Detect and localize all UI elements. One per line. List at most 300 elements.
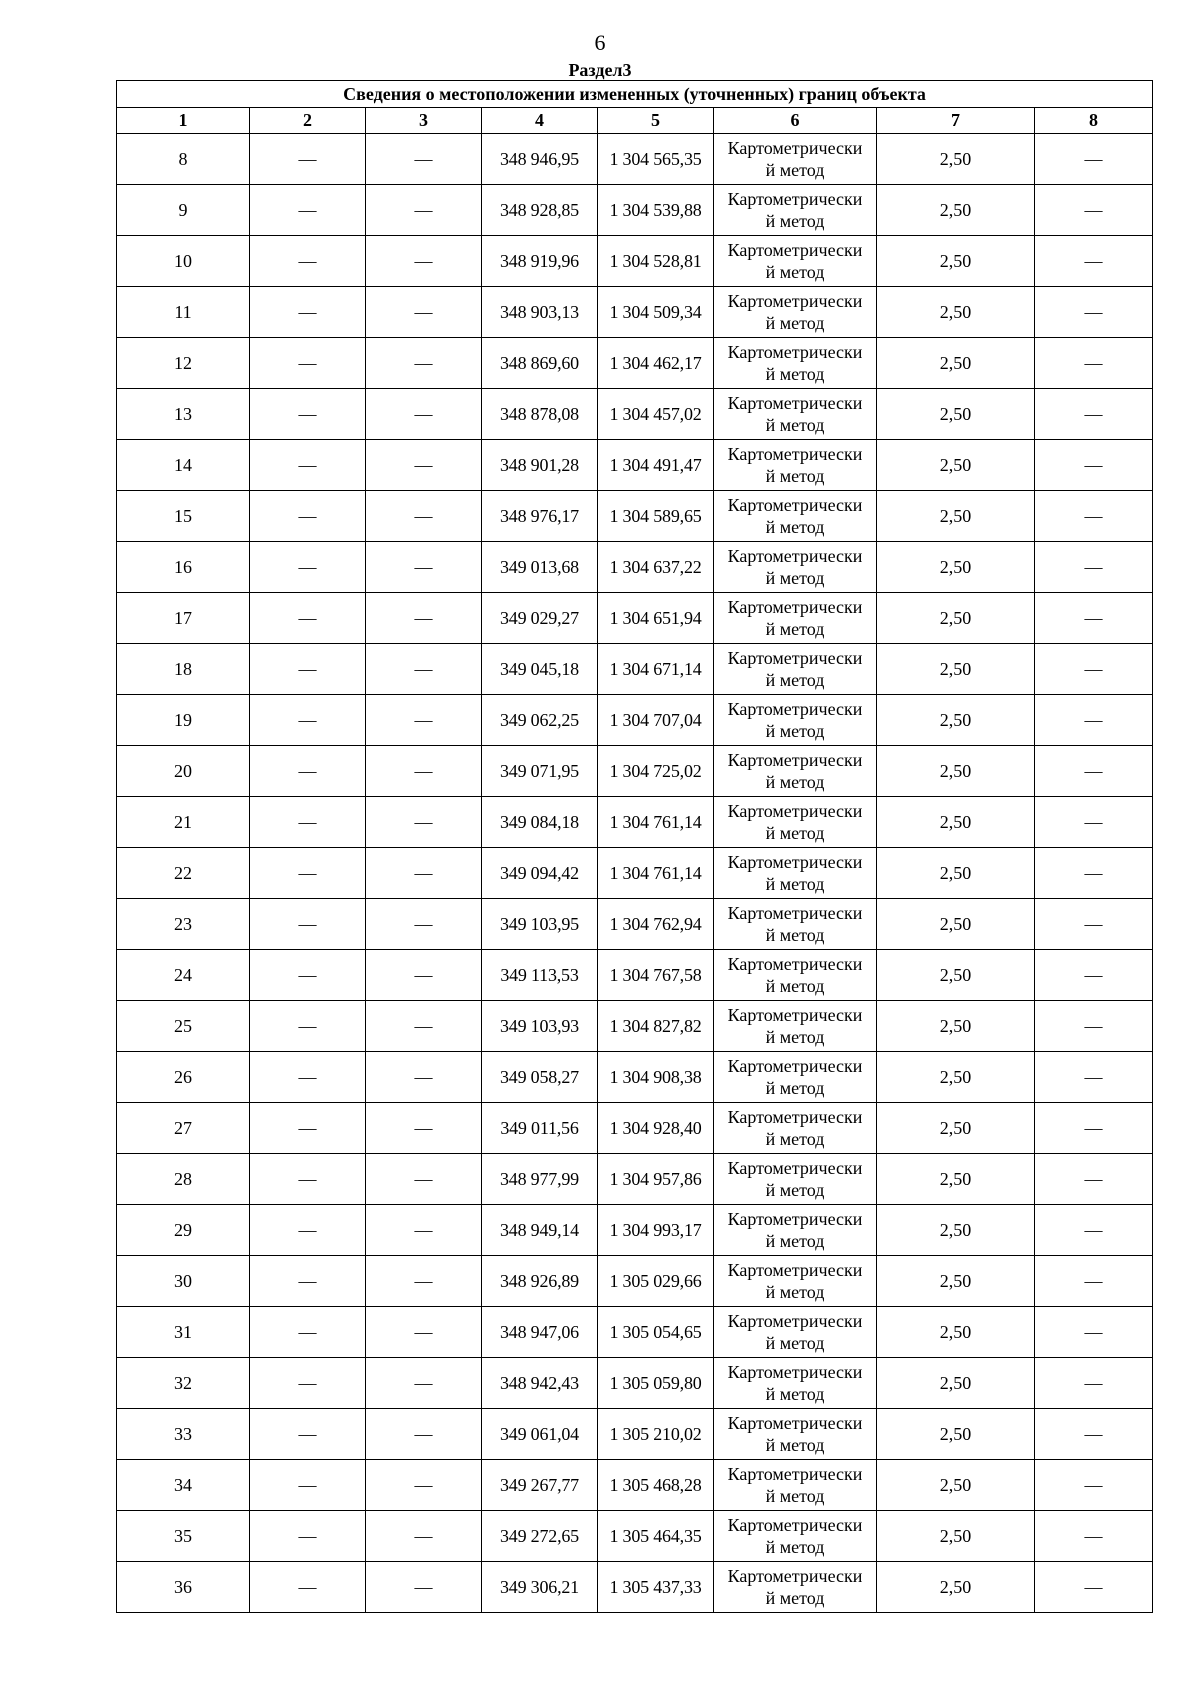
point-number-cell: 18	[117, 644, 250, 695]
y-coordinate-cell: 1 305 437,33	[598, 1562, 714, 1613]
table-row	[117, 848, 1153, 899]
method-line-1: Картометрически	[727, 240, 863, 260]
method-line-2: й метод	[765, 721, 825, 741]
dash-cell: —	[366, 1409, 482, 1460]
method-line-1: Картометрически	[727, 1107, 863, 1127]
method-line-2: й метод	[765, 1078, 825, 1098]
method-line-1: Картометрически	[727, 393, 863, 413]
accuracy-cell: 2,50	[877, 1358, 1035, 1409]
method-cell	[714, 491, 877, 542]
x-coordinate-cell: 349 113,53	[482, 950, 598, 1001]
table-row	[117, 1052, 1153, 1103]
x-coordinate-cell: 349 058,27	[482, 1052, 598, 1103]
y-coordinate-cell: 1 304 528,81	[598, 236, 714, 287]
method-line-1: Картометрически	[727, 1311, 863, 1331]
method-cell	[714, 1103, 877, 1154]
y-coordinate-cell: 1 304 589,65	[598, 491, 714, 542]
x-coordinate-cell: 349 103,93	[482, 1001, 598, 1052]
dash-cell: —	[366, 1511, 482, 1562]
dash-cell: —	[250, 1154, 366, 1205]
method-line-2: й метод	[765, 823, 825, 843]
dash-cell: —	[366, 797, 482, 848]
method-cell	[714, 1511, 877, 1562]
accuracy-cell: 2,50	[877, 1562, 1035, 1613]
x-coordinate-cell: 348 946,95	[482, 134, 598, 185]
accuracy-cell: 2,50	[877, 1205, 1035, 1256]
x-coordinate-cell: 348 949,14	[482, 1205, 598, 1256]
method-cell	[714, 389, 877, 440]
method-line-1: Картометрически	[727, 1515, 863, 1535]
method-cell	[714, 644, 877, 695]
dash-cell: —	[250, 287, 366, 338]
dash-cell: —	[366, 287, 482, 338]
dash-cell: —	[250, 1205, 366, 1256]
accuracy-cell: 2,50	[877, 1307, 1035, 1358]
y-coordinate-cell: 1 304 957,86	[598, 1154, 714, 1205]
method-line-1: Картометрически	[727, 1005, 863, 1025]
method-cell	[714, 899, 877, 950]
table-row	[117, 593, 1153, 644]
x-coordinate-cell: 349 061,04	[482, 1409, 598, 1460]
point-number-cell: 35	[117, 1511, 250, 1562]
x-coordinate-cell: 348 869,60	[482, 338, 598, 389]
y-coordinate-cell: 1 304 762,94	[598, 899, 714, 950]
y-coordinate-cell: 1 304 707,04	[598, 695, 714, 746]
method-cell	[714, 746, 877, 797]
dash-cell: —	[1035, 1460, 1153, 1511]
dash-cell: —	[1035, 287, 1153, 338]
accuracy-cell: 2,50	[877, 695, 1035, 746]
method-line-2: й метод	[765, 466, 825, 486]
dash-cell: —	[366, 1460, 482, 1511]
dash-cell: —	[250, 1358, 366, 1409]
method-cell	[714, 1307, 877, 1358]
x-coordinate-cell: 349 013,68	[482, 542, 598, 593]
point-number-cell: 24	[117, 950, 250, 1001]
x-coordinate-cell: 348 903,13	[482, 287, 598, 338]
table-row	[117, 899, 1153, 950]
dash-cell: —	[1035, 1358, 1153, 1409]
dash-cell: —	[366, 1001, 482, 1052]
table-row	[117, 1358, 1153, 1409]
dash-cell: —	[366, 338, 482, 389]
point-number-cell: 36	[117, 1562, 250, 1613]
accuracy-cell: 2,50	[877, 746, 1035, 797]
dash-cell: —	[250, 1103, 366, 1154]
dash-cell: —	[1035, 1154, 1153, 1205]
method-line-1: Картометрически	[727, 801, 863, 821]
x-coordinate-cell: 349 071,95	[482, 746, 598, 797]
y-coordinate-cell: 1 304 671,14	[598, 644, 714, 695]
method-line-1: Картометрически	[727, 1464, 863, 1484]
table-row	[117, 1205, 1153, 1256]
method-cell	[714, 1562, 877, 1613]
x-coordinate-cell: 349 094,42	[482, 848, 598, 899]
dash-cell: —	[1035, 1409, 1153, 1460]
method-line-2: й метод	[765, 1027, 825, 1047]
method-line-1: Картометрически	[727, 444, 863, 464]
table-row	[117, 1460, 1153, 1511]
accuracy-cell: 2,50	[877, 1256, 1035, 1307]
x-coordinate-cell: 349 267,77	[482, 1460, 598, 1511]
x-coordinate-cell: 348 942,43	[482, 1358, 598, 1409]
accuracy-cell: 2,50	[877, 134, 1035, 185]
point-number-cell: 28	[117, 1154, 250, 1205]
accuracy-cell: 2,50	[877, 440, 1035, 491]
table-row	[117, 440, 1153, 491]
table-row	[117, 1256, 1153, 1307]
method-line-2: й метод	[765, 568, 825, 588]
point-number-cell: 23	[117, 899, 250, 950]
point-number-cell: 29	[117, 1205, 250, 1256]
method-line-1: Картометрически	[727, 699, 863, 719]
dash-cell: —	[1035, 746, 1153, 797]
column-header: 3	[366, 108, 482, 134]
method-line-2: й метод	[765, 1129, 825, 1149]
method-line-1: Картометрически	[727, 495, 863, 515]
dash-cell: —	[366, 1307, 482, 1358]
dash-cell: —	[366, 440, 482, 491]
point-number-cell: 13	[117, 389, 250, 440]
accuracy-cell: 2,50	[877, 1154, 1035, 1205]
method-line-2: й метод	[765, 415, 825, 435]
point-number-cell: 14	[117, 440, 250, 491]
method-cell	[714, 236, 877, 287]
accuracy-cell: 2,50	[877, 1052, 1035, 1103]
table-row	[117, 389, 1153, 440]
dash-cell: —	[1035, 134, 1153, 185]
dash-cell: —	[366, 1256, 482, 1307]
point-number-cell: 16	[117, 542, 250, 593]
table-row	[117, 491, 1153, 542]
table-row	[117, 1154, 1153, 1205]
y-coordinate-cell: 1 304 565,35	[598, 134, 714, 185]
dash-cell: —	[366, 1205, 482, 1256]
y-coordinate-cell: 1 304 637,22	[598, 542, 714, 593]
table-row	[117, 797, 1153, 848]
x-coordinate-cell: 349 045,18	[482, 644, 598, 695]
dash-cell: —	[250, 491, 366, 542]
method-cell	[714, 1460, 877, 1511]
method-line-1: Картометрически	[727, 1056, 863, 1076]
point-number-cell: 10	[117, 236, 250, 287]
point-number-cell: 21	[117, 797, 250, 848]
dash-cell: —	[1035, 542, 1153, 593]
coordinates-table	[116, 80, 1153, 1613]
dash-cell: —	[1035, 440, 1153, 491]
dash-cell: —	[366, 746, 482, 797]
method-line-2: й метод	[765, 619, 825, 639]
dash-cell: —	[366, 950, 482, 1001]
method-line-2: й метод	[765, 1282, 825, 1302]
point-number-cell: 8	[117, 134, 250, 185]
y-coordinate-cell: 1 304 928,40	[598, 1103, 714, 1154]
dash-cell: —	[366, 1154, 482, 1205]
method-line-1: Картометрически	[727, 1209, 863, 1229]
method-line-1: Картометрически	[727, 648, 863, 668]
dash-cell: —	[1035, 797, 1153, 848]
method-cell	[714, 1358, 877, 1409]
dash-cell: —	[366, 593, 482, 644]
table-row	[117, 185, 1153, 236]
point-number-cell: 30	[117, 1256, 250, 1307]
point-number-cell: 25	[117, 1001, 250, 1052]
dash-cell: —	[1035, 389, 1153, 440]
accuracy-cell: 2,50	[877, 1103, 1035, 1154]
accuracy-cell: 2,50	[877, 1409, 1035, 1460]
point-number-cell: 12	[117, 338, 250, 389]
dash-cell: —	[1035, 1052, 1153, 1103]
method-line-2: й метод	[765, 262, 825, 282]
y-coordinate-cell: 1 305 059,80	[598, 1358, 714, 1409]
method-line-1: Картометрически	[727, 291, 863, 311]
dash-cell: —	[250, 695, 366, 746]
dash-cell: —	[1035, 1001, 1153, 1052]
method-line-1: Картометрически	[727, 546, 863, 566]
accuracy-cell: 2,50	[877, 338, 1035, 389]
method-cell	[714, 185, 877, 236]
method-cell	[714, 1052, 877, 1103]
y-coordinate-cell: 1 304 457,02	[598, 389, 714, 440]
method-line-2: й метод	[765, 925, 825, 945]
method-line-1: Картометрически	[727, 189, 863, 209]
table-row	[117, 542, 1153, 593]
dash-cell: —	[250, 1409, 366, 1460]
method-line-2: й метод	[765, 1180, 825, 1200]
dash-cell: —	[250, 848, 366, 899]
column-header: 6	[714, 108, 877, 134]
method-line-2: й метод	[765, 1231, 825, 1251]
method-line-2: й метод	[765, 364, 825, 384]
page-number: 6	[594, 30, 606, 55]
point-number-cell: 27	[117, 1103, 250, 1154]
dash-cell: —	[366, 1562, 482, 1613]
x-coordinate-cell: 349 272,65	[482, 1511, 598, 1562]
y-coordinate-cell: 1 304 908,38	[598, 1052, 714, 1103]
dash-cell: —	[1035, 338, 1153, 389]
table-caption: Сведения о местоположении измененных (уточненных) границ объекта	[117, 81, 1153, 108]
column-header: 4	[482, 108, 598, 134]
dash-cell: —	[250, 389, 366, 440]
method-cell	[714, 134, 877, 185]
point-number-cell: 33	[117, 1409, 250, 1460]
accuracy-cell: 2,50	[877, 593, 1035, 644]
dash-cell: —	[250, 338, 366, 389]
dash-cell: —	[1035, 848, 1153, 899]
method-line-1: Картометрически	[727, 1158, 863, 1178]
method-line-1: Картометрически	[727, 1362, 863, 1382]
method-line-2: й метод	[765, 874, 825, 894]
dash-cell: —	[366, 695, 482, 746]
y-coordinate-cell: 1 304 509,34	[598, 287, 714, 338]
dash-cell: —	[366, 491, 482, 542]
method-line-1: Картометрически	[727, 954, 863, 974]
accuracy-cell: 2,50	[877, 899, 1035, 950]
accuracy-cell: 2,50	[877, 1001, 1035, 1052]
dash-cell: —	[1035, 491, 1153, 542]
method-line-1: Картометрически	[727, 903, 863, 923]
table-row	[117, 1511, 1153, 1562]
dash-cell: —	[366, 644, 482, 695]
dash-cell: —	[366, 542, 482, 593]
accuracy-cell: 2,50	[877, 1460, 1035, 1511]
y-coordinate-cell: 1 304 725,02	[598, 746, 714, 797]
point-number-cell: 9	[117, 185, 250, 236]
method-line-2: й метод	[765, 160, 825, 180]
x-coordinate-cell: 349 103,95	[482, 899, 598, 950]
column-header-row	[117, 108, 1153, 134]
dash-cell: —	[366, 848, 482, 899]
accuracy-cell: 2,50	[877, 644, 1035, 695]
y-coordinate-cell: 1 304 827,82	[598, 1001, 714, 1052]
method-cell	[714, 1154, 877, 1205]
dash-cell: —	[366, 236, 482, 287]
dash-cell: —	[1035, 593, 1153, 644]
table-row	[117, 236, 1153, 287]
dash-cell: —	[366, 389, 482, 440]
point-number-cell: 22	[117, 848, 250, 899]
method-line-1: Картометрически	[727, 852, 863, 872]
table-row	[117, 644, 1153, 695]
y-coordinate-cell: 1 304 993,17	[598, 1205, 714, 1256]
column-header: 1	[117, 108, 250, 134]
method-cell	[714, 950, 877, 1001]
y-coordinate-cell: 1 304 761,14	[598, 848, 714, 899]
dash-cell: —	[366, 1052, 482, 1103]
accuracy-cell: 2,50	[877, 185, 1035, 236]
dash-cell: —	[1035, 1256, 1153, 1307]
dash-cell: —	[250, 950, 366, 1001]
column-header: 7	[877, 108, 1035, 134]
x-coordinate-cell: 348 919,96	[482, 236, 598, 287]
table-row	[117, 746, 1153, 797]
dash-cell: —	[1035, 1562, 1153, 1613]
method-cell	[714, 1409, 877, 1460]
y-coordinate-cell: 1 304 767,58	[598, 950, 714, 1001]
method-line-2: й метод	[765, 211, 825, 231]
accuracy-cell: 2,50	[877, 236, 1035, 287]
point-number-cell: 19	[117, 695, 250, 746]
method-line-2: й метод	[765, 1384, 825, 1404]
accuracy-cell: 2,50	[877, 287, 1035, 338]
method-cell	[714, 695, 877, 746]
dash-cell: —	[1035, 236, 1153, 287]
accuracy-cell: 2,50	[877, 389, 1035, 440]
dash-cell: —	[1035, 1103, 1153, 1154]
x-coordinate-cell: 349 306,21	[482, 1562, 598, 1613]
dash-cell: —	[250, 1460, 366, 1511]
x-coordinate-cell: 348 926,89	[482, 1256, 598, 1307]
table-row	[117, 1103, 1153, 1154]
method-line-2: й метод	[765, 772, 825, 792]
dash-cell: —	[250, 644, 366, 695]
accuracy-cell: 2,50	[877, 1511, 1035, 1562]
y-coordinate-cell: 1 305 468,28	[598, 1460, 714, 1511]
dash-cell: —	[250, 185, 366, 236]
dash-cell: —	[250, 899, 366, 950]
column-header: 5	[598, 108, 714, 134]
method-cell	[714, 848, 877, 899]
table-row	[117, 950, 1153, 1001]
y-coordinate-cell: 1 305 464,35	[598, 1511, 714, 1562]
dash-cell: —	[1035, 695, 1153, 746]
dash-cell: —	[250, 1562, 366, 1613]
point-number-cell: 34	[117, 1460, 250, 1511]
method-cell	[714, 593, 877, 644]
y-coordinate-cell: 1 304 539,88	[598, 185, 714, 236]
method-cell	[714, 287, 877, 338]
accuracy-cell: 2,50	[877, 491, 1035, 542]
table-row	[117, 695, 1153, 746]
dash-cell: —	[250, 593, 366, 644]
method-cell	[714, 797, 877, 848]
method-cell	[714, 1205, 877, 1256]
method-cell	[714, 338, 877, 389]
method-line-2: й метод	[765, 670, 825, 690]
point-number-cell: 32	[117, 1358, 250, 1409]
method-line-2: й метод	[765, 1486, 825, 1506]
dash-cell: —	[250, 236, 366, 287]
dash-cell: —	[366, 899, 482, 950]
y-coordinate-cell: 1 304 462,17	[598, 338, 714, 389]
y-coordinate-cell: 1 304 651,94	[598, 593, 714, 644]
dash-cell: —	[250, 440, 366, 491]
accuracy-cell: 2,50	[877, 950, 1035, 1001]
x-coordinate-cell: 348 901,28	[482, 440, 598, 491]
dash-cell: —	[250, 134, 366, 185]
x-coordinate-cell: 349 011,56	[482, 1103, 598, 1154]
point-number-cell: 17	[117, 593, 250, 644]
dash-cell: —	[366, 185, 482, 236]
accuracy-cell: 2,50	[877, 848, 1035, 899]
column-header: 2	[250, 108, 366, 134]
table-row	[117, 287, 1153, 338]
method-line-1: Картометрически	[727, 138, 863, 158]
dash-cell: —	[1035, 185, 1153, 236]
y-coordinate-cell: 1 305 029,66	[598, 1256, 714, 1307]
y-coordinate-cell: 1 305 054,65	[598, 1307, 714, 1358]
method-line-1: Картометрически	[727, 1413, 863, 1433]
x-coordinate-cell: 349 084,18	[482, 797, 598, 848]
method-cell	[714, 1001, 877, 1052]
accuracy-cell: 2,50	[877, 797, 1035, 848]
dash-cell: —	[1035, 1205, 1153, 1256]
point-number-cell: 31	[117, 1307, 250, 1358]
method-cell	[714, 1256, 877, 1307]
method-line-1: Картометрически	[727, 750, 863, 770]
dash-cell: —	[250, 746, 366, 797]
method-cell	[714, 542, 877, 593]
section-title: Раздел3	[568, 60, 632, 80]
dash-cell: —	[1035, 644, 1153, 695]
dash-cell: —	[250, 1307, 366, 1358]
dash-cell: —	[366, 1103, 482, 1154]
dash-cell: —	[250, 1511, 366, 1562]
x-coordinate-cell: 348 977,99	[482, 1154, 598, 1205]
method-line-1: Картометрически	[727, 597, 863, 617]
method-line-2: й метод	[765, 1537, 825, 1557]
dash-cell: —	[250, 542, 366, 593]
dash-cell: —	[366, 1358, 482, 1409]
method-line-2: й метод	[765, 1588, 825, 1608]
dash-cell: —	[1035, 1511, 1153, 1562]
point-number-cell: 26	[117, 1052, 250, 1103]
x-coordinate-cell: 349 029,27	[482, 593, 598, 644]
method-line-2: й метод	[765, 313, 825, 333]
dash-cell: —	[1035, 1307, 1153, 1358]
table-row	[117, 1307, 1153, 1358]
y-coordinate-cell: 1 305 210,02	[598, 1409, 714, 1460]
